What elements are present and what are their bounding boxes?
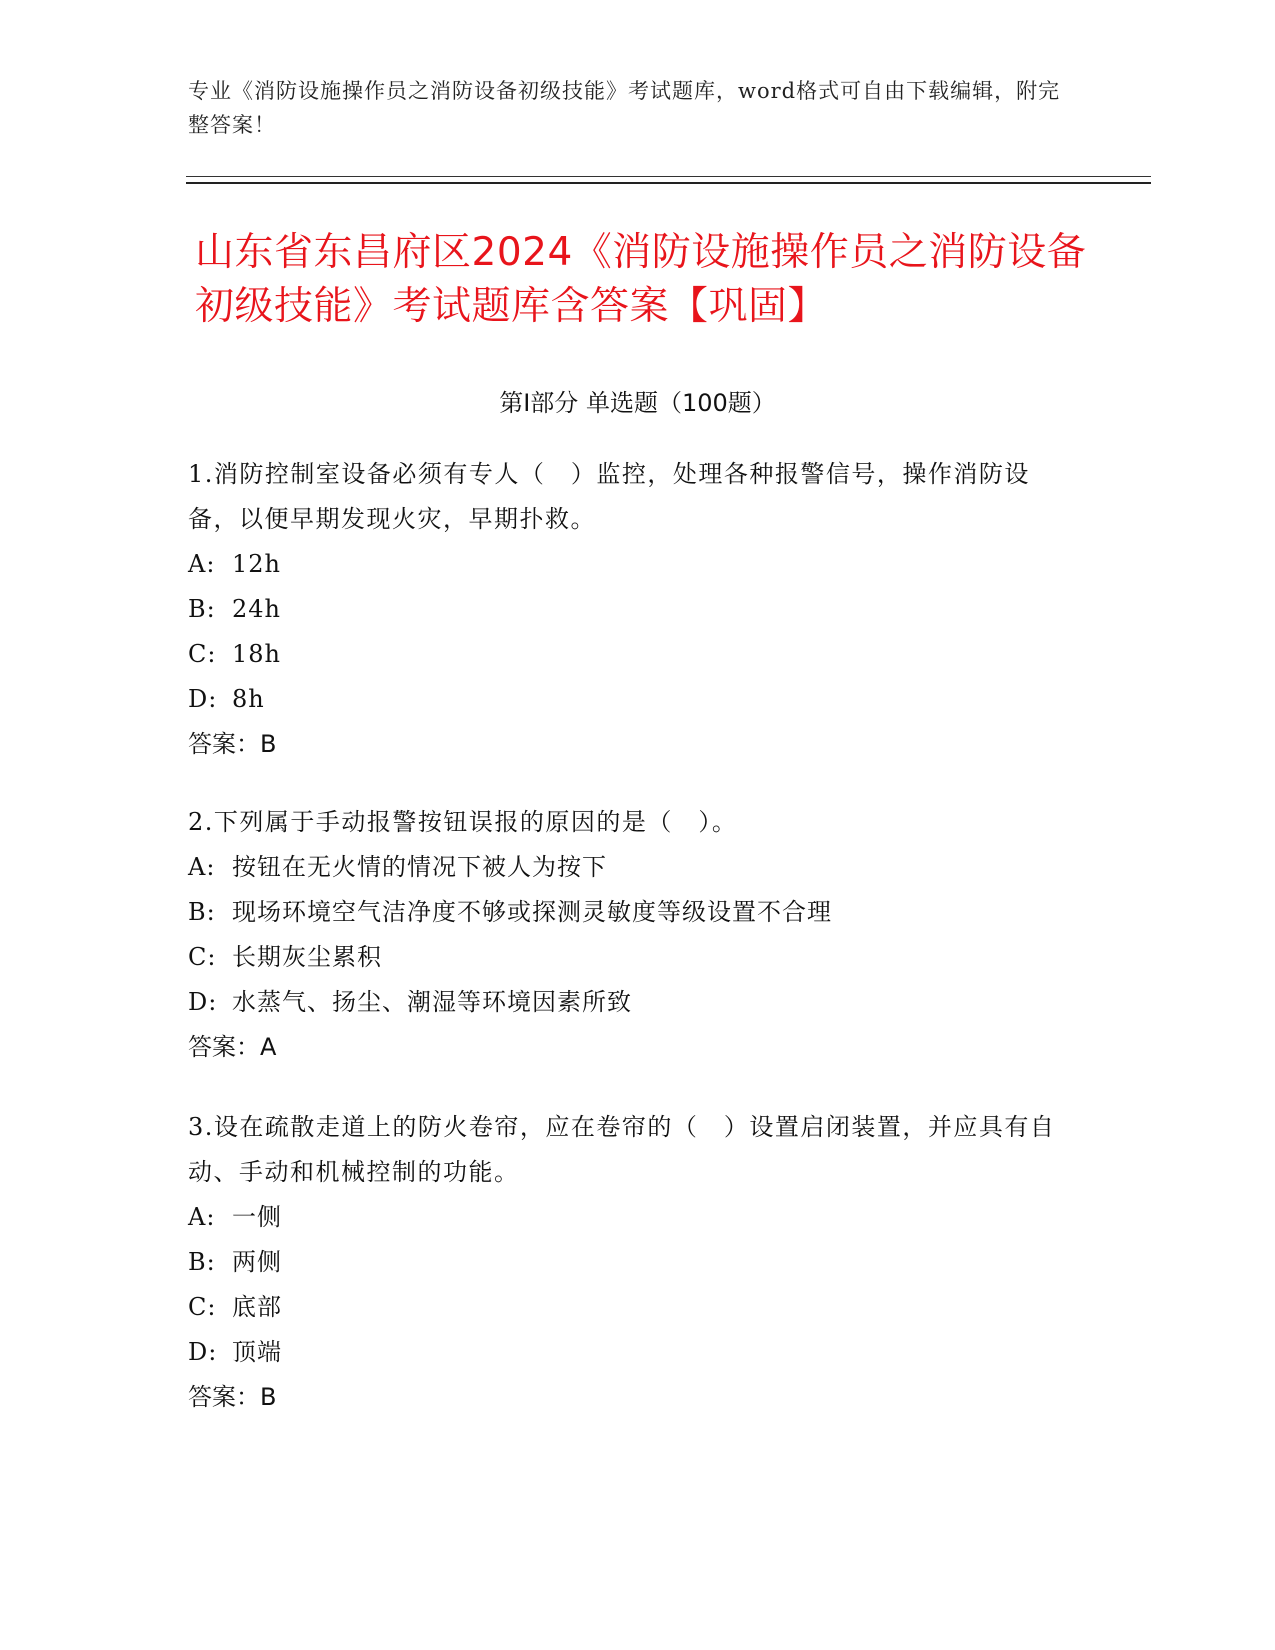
option-d: [188, 1330, 1068, 1375]
option-letter: A:: [188, 1203, 216, 1231]
option-letter: B:: [188, 1248, 216, 1276]
option-letter: C:: [188, 640, 217, 668]
answer-line: 答案：B: [188, 1383, 277, 1411]
option-text: 底部: [232, 1293, 282, 1321]
header-divider-thick: [186, 182, 1151, 184]
document-title: 山东省东昌府区2024《消防设施操作员之消防设备初级技能》考试题库含答案【巩固】: [195, 230, 1087, 329]
option-letter: D:: [188, 988, 218, 1016]
option-text: 水蒸气、扬尘、潮湿等环境因素所致: [232, 988, 632, 1016]
option-letter: D:: [188, 685, 218, 713]
option-b: [188, 890, 1068, 935]
option-c: [188, 1285, 1068, 1330]
option-b: [188, 1240, 1068, 1285]
option-b: [188, 587, 1068, 632]
question-stem: 1.消防控制室设备必须有专人（ ）监控，处理各种报警信号，操作消防设备，以便早期发现火灾，早期扑救。: [188, 460, 1030, 533]
option-letter: C:: [188, 1293, 217, 1321]
option-c: [188, 632, 1068, 677]
option-letter: B:: [188, 595, 216, 623]
option-text: 12h: [232, 550, 281, 578]
question-1: [188, 452, 1068, 767]
section-heading: 第I部分 单选题（100题）: [499, 389, 776, 417]
option-text: 一侧: [232, 1203, 282, 1231]
option-letter: B:: [188, 898, 216, 926]
option-a: [188, 542, 1068, 587]
question-stem: 2.下列属于手动报警按钮误报的原因的是（ ）。: [188, 808, 738, 836]
option-c: [188, 935, 1068, 980]
option-letter: D:: [188, 1338, 218, 1366]
option-a: [188, 845, 1068, 890]
option-text: 24h: [232, 595, 281, 623]
question-3: [188, 1105, 1068, 1420]
option-letter: A:: [188, 853, 216, 881]
answer-line: 答案：A: [188, 1033, 277, 1061]
option-d: [188, 980, 1068, 1025]
option-text: 8h: [232, 685, 265, 713]
question-2: [188, 800, 1068, 1070]
header-note: 专业《消防设施操作员之消防设备初级技能》考试题库，word格式可自由下载编辑，附完整答案！: [188, 79, 1061, 137]
answer-line: 答案：B: [188, 730, 277, 758]
option-a: [188, 1195, 1068, 1240]
option-d: [188, 677, 1068, 722]
option-text: 两侧: [232, 1248, 282, 1276]
question-stem: 3.设在疏散走道上的防火卷帘，应在卷帘的（ ）设置启闭装置，并应具有自动、手动和机械控制的功能。: [188, 1113, 1056, 1186]
option-text: 18h: [232, 640, 281, 668]
option-letter: A:: [188, 550, 216, 578]
option-letter: C:: [188, 943, 217, 971]
option-text: 顶端: [232, 1338, 282, 1366]
header-divider-thin: [186, 176, 1151, 177]
option-text: 现场环境空气洁净度不够或探测灵敏度等级设置不合理: [232, 898, 832, 926]
option-text: 长期灰尘累积: [232, 943, 382, 971]
option-text: 按钮在无火情的情况下被人为按下: [232, 853, 607, 881]
